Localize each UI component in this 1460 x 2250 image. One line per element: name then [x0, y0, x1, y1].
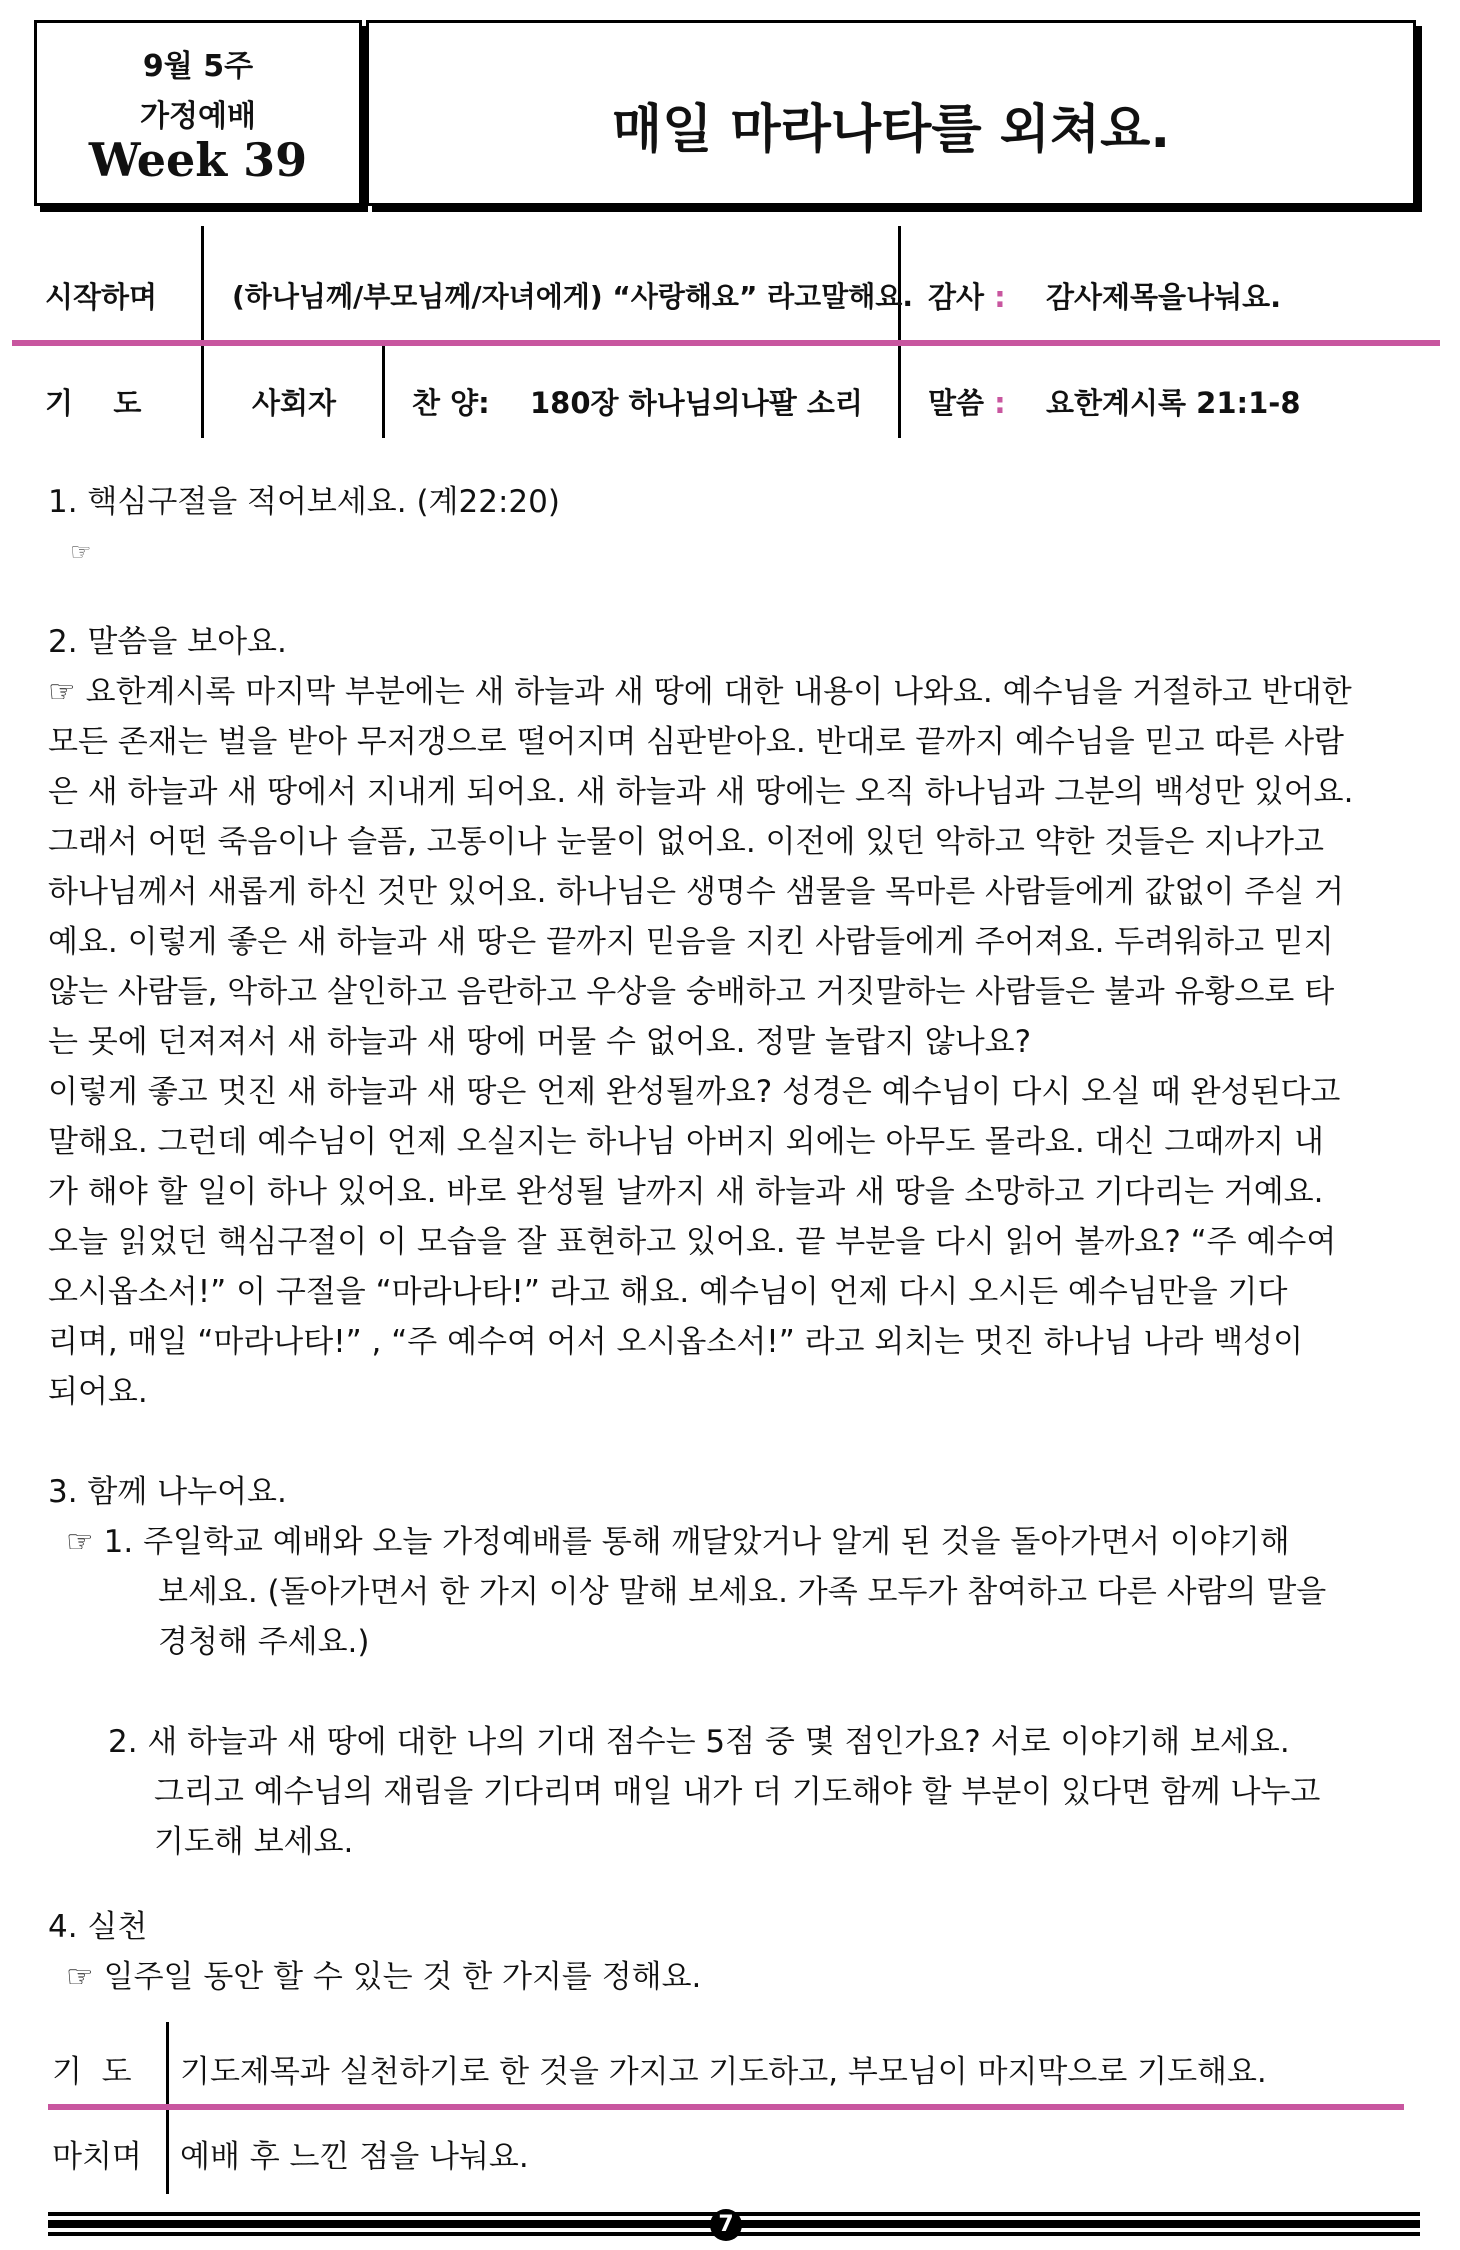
- order-word-text: 요한계시록 21:1-8: [1046, 386, 1301, 420]
- body-line: 가 해야 할 일이 하나 있어요. 바로 완성될 날까지 새 하늘과 새 땅을 소망하고 기다리는 거예요.: [48, 1174, 1324, 1210]
- closing-pink-rule: [48, 2104, 1404, 2110]
- practice-line: ☞ 일주일 동안 할 수 있는 것 한 가지를 정해요.: [66, 1959, 702, 1995]
- header-week-box: [34, 20, 362, 206]
- closing-end-label: 마치며: [52, 2139, 142, 2175]
- body-line: 모든 존재는 벌을 받아 무저갱으로 떨어지며 심판받아요. 반대로 끝까지 예수님을 믿고 따른 사람: [48, 724, 1344, 760]
- body-line: 이렇게 좋고 멋진 새 하늘과 새 땅은 언제 완성될까요? 성경은 예수님이 다시 오실 때 완성된다고: [48, 1074, 1341, 1110]
- order-hymn-label: 찬 양:: [412, 386, 490, 420]
- header-type: 가정예배: [140, 99, 256, 134]
- share-question-1: 경청해 주세요.): [158, 1624, 370, 1660]
- header-week: Week 39: [88, 133, 308, 187]
- order-prayer-label: 기 도: [45, 386, 142, 420]
- body-line: 말해요. 그런데 예수님이 언제 오실지는 하나님 아버지 외에는 아무도 몰라요. 대신 그때까지 내: [48, 1124, 1324, 1160]
- closing-prayer-text: 기도제목과 실천하기로 한 것을 가지고 기도하고, 부모님이 마지막으로 기도해요.: [180, 2054, 1267, 2090]
- order-thanks-colon: :: [994, 280, 1006, 314]
- page-title: 매일 마라나타를 외쳐요.: [611, 100, 1171, 160]
- body-line: 은 새 하늘과 새 땅에서 지내게 되어요. 새 하늘과 새 땅에는 오직 하나님과 그분의 백성만 있어요.: [48, 774, 1354, 810]
- body-line: 않는 사람들, 악하고 살인하고 음란하고 우상을 숭배하고 거짓말하는 사람들은 불과 유황으로 타: [48, 974, 1335, 1010]
- closing-prayer-label: 기 도: [52, 2054, 132, 2090]
- order-divider: [898, 346, 901, 438]
- order-divider: [201, 226, 204, 342]
- body-line: ☞ 요한계시록 마지막 부분에는 새 하늘과 새 땅에 대한 내용이 나와요. 예수님을 거절하고 반대한: [48, 674, 1352, 710]
- body-line: 리며, 매일 “마라나타!” , “주 예수여 어서 오시옵소서!” 라고 외치는 멋진 하나님 나라 백성이: [48, 1324, 1304, 1360]
- share-question-1: 보세요. (돌아가면서 한 가지 이상 말해 보세요. 가족 모두가 참여하고 다른 사람의 말을: [158, 1574, 1327, 1610]
- order-word-label: 말씀 :: [928, 386, 1006, 420]
- share-question-1: ☞ 1. 주일학교 예배와 오늘 가정예배를 통해 깨달았거나 알게 된 것을 돌아가면서 이야기해: [66, 1524, 1290, 1560]
- body-line: 되어요.: [48, 1374, 148, 1410]
- order-start-text: (하나님께/부모님께/자녀에게) “사랑해요” 라고말해요.: [232, 280, 913, 313]
- header-title-box: [366, 20, 1416, 206]
- closing-end-text: 예배 후 느낀 점을 나눠요.: [180, 2139, 529, 2175]
- section-1-title: 1. 핵심구절을 적어보세요. (계22:20): [48, 484, 560, 520]
- body-line: 오시옵소서!” 이 구절을 “마라나타!” 라고 해요. 예수님이 언제 다시 오시든 예수님만을 기다: [48, 1274, 1288, 1310]
- body-line: 는 못에 던져져서 새 하늘과 새 땅에 머물 수 없어요. 정말 놀랍지 않나요?: [48, 1024, 1032, 1060]
- order-divider: [201, 346, 204, 438]
- order-start-label: 시작하며: [45, 280, 158, 314]
- order-pink-rule: [12, 340, 1440, 346]
- order-thanks-label: 감사 :: [928, 280, 1006, 314]
- section-2-title: 2. 말씀을 보아요.: [48, 624, 287, 660]
- order-word-colon: :: [994, 386, 1006, 420]
- header-date: 9월 5주: [142, 49, 254, 84]
- section-3-title: 3. 함께 나누어요.: [48, 1474, 287, 1510]
- body-line: 예요. 이렇게 좋은 새 하늘과 새 땅은 끝까지 믿음을 지킨 사람들에게 주어져요. 두려워하고 믿지: [48, 924, 1334, 960]
- order-leader-label: 사회자: [252, 386, 337, 420]
- order-divider: [382, 346, 385, 438]
- body-line: 오늘 읽었던 핵심구절이 이 모습을 잘 표현하고 있어요. 끝 부분을 다시 읽어 볼까요? “주 예수여: [48, 1224, 1337, 1260]
- order-hymn-text: 180장 하나님의나팔 소리: [530, 386, 863, 420]
- page-number: 7: [710, 2209, 742, 2241]
- share-question-2: 그리고 예수님의 재림을 기다리며 매일 내가 더 기도해야 할 부분이 있다면 함께 나누고: [154, 1774, 1321, 1810]
- share-question-2: 기도해 보세요.: [154, 1824, 354, 1860]
- order-thanks-text: 감사제목을나눠요.: [1046, 280, 1282, 314]
- section-4-title: 4. 실천: [48, 1909, 148, 1945]
- share-question-2: 2. 새 하늘과 새 땅에 대한 나의 기대 점수는 5점 중 몇 점인가요? 서로 이야기해 보세요.: [108, 1724, 1290, 1760]
- body-line: 그래서 어떤 죽음이나 슬픔, 고통이나 눈물이 없어요. 이전에 있던 악하고 약한 것들은 지나가고: [48, 824, 1324, 860]
- body-line: 하나님께서 새롭게 하신 것만 있어요. 하나님은 생명수 샘물을 목마른 사람들에게 값없이 주실 거: [48, 874, 1344, 910]
- pointing-hand-icon: ☞: [70, 538, 92, 566]
